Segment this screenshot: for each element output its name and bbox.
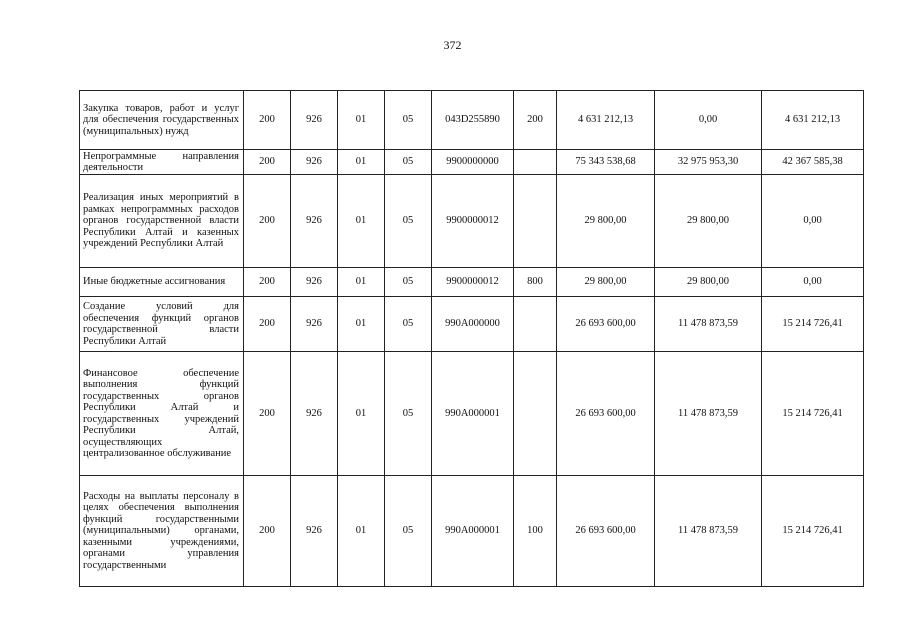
cell-code2: 926	[291, 297, 338, 352]
cell-code2: 926	[291, 91, 338, 150]
cell-code2: 926	[291, 268, 338, 297]
cell-sum3: 4 631 212,13	[762, 91, 864, 150]
cell-code3: 01	[338, 175, 385, 268]
table-row	[80, 352, 864, 476]
row-name: Непрограммные направления деятельности	[80, 150, 244, 175]
cell-target: 9900000000	[432, 150, 514, 175]
cell-type: 100	[514, 476, 557, 587]
page-number: 372	[443, 38, 462, 52]
table-row	[80, 297, 864, 352]
cell-code4: 05	[385, 476, 432, 587]
cell-sum2: 11 478 873,59	[655, 297, 762, 352]
cell-code3: 01	[338, 297, 385, 352]
cell-sum1: 26 693 600,00	[557, 297, 655, 352]
cell-sum1: 75 343 538,68	[557, 150, 655, 175]
cell-type	[514, 150, 557, 175]
cell-code4: 05	[385, 175, 432, 268]
cell-code1: 200	[244, 476, 291, 587]
cell-target: 990A000000	[432, 297, 514, 352]
cell-type	[514, 352, 557, 476]
cell-sum1: 26 693 600,00	[557, 352, 655, 476]
cell-sum3: 0,00	[762, 175, 864, 268]
cell-code4: 05	[385, 268, 432, 297]
cell-type	[514, 297, 557, 352]
table-row	[80, 476, 864, 587]
cell-code2: 926	[291, 476, 338, 587]
cell-code4: 05	[385, 297, 432, 352]
row-name: Иные бюджетные ассигнования	[80, 268, 244, 297]
table-row	[80, 150, 864, 175]
table-row	[80, 175, 864, 268]
cell-sum2: 11 478 873,59	[655, 476, 762, 587]
cell-code1: 200	[244, 150, 291, 175]
cell-target: 9900000012	[432, 175, 514, 268]
cell-sum2: 32 975 953,30	[655, 150, 762, 175]
cell-code2: 926	[291, 352, 338, 476]
cell-sum3: 42 367 585,38	[762, 150, 864, 175]
cell-code3: 01	[338, 91, 385, 150]
cell-code1: 200	[244, 268, 291, 297]
row-name: Создание условий для обеспечения функций органов государственной власти Республики Алтай	[80, 297, 244, 352]
cell-code3: 01	[338, 352, 385, 476]
cell-sum1: 4 631 212,13	[557, 91, 655, 150]
cell-type: 800	[514, 268, 557, 297]
cell-target: 043D255890	[432, 91, 514, 150]
cell-code1: 200	[244, 91, 291, 150]
cell-sum3: 15 214 726,41	[762, 476, 864, 587]
cell-target: 9900000012	[432, 268, 514, 297]
row-name: Закупка товаров, работ и услуг для обеспечения государственных (муниципальных) нужд	[80, 91, 244, 150]
cell-code1: 200	[244, 175, 291, 268]
cell-target: 990A000001	[432, 352, 514, 476]
cell-code2: 926	[291, 150, 338, 175]
cell-sum1: 29 800,00	[557, 268, 655, 297]
cell-sum1: 29 800,00	[557, 175, 655, 268]
budget-table	[79, 90, 864, 587]
cell-code4: 05	[385, 352, 432, 476]
table-row	[80, 91, 864, 150]
cell-target: 990A000001	[432, 476, 514, 587]
cell-code1: 200	[244, 352, 291, 476]
cell-code3: 01	[338, 476, 385, 587]
cell-sum2: 29 800,00	[655, 175, 762, 268]
cell-code4: 05	[385, 91, 432, 150]
cell-code3: 01	[338, 150, 385, 175]
cell-code3: 01	[338, 268, 385, 297]
table-row	[80, 268, 864, 297]
row-name: Расходы на выплаты персоналу в целях обеспечения выполнения функций государственными (муниципальными) органами, казенными учреждениями, органами управления государственными	[80, 476, 244, 587]
row-name: Финансовое обеспечение выполнения функций государственных органов Республики Алтай и государственных учреждений Республики Алтай, осуществляющих централизованное обслуживание	[80, 352, 244, 476]
cell-sum3: 15 214 726,41	[762, 297, 864, 352]
cell-sum2: 29 800,00	[655, 268, 762, 297]
row-name: Реализация иных мероприятий в рамках непрограммных расходов органов государственной власти Республики Алтай и казенных учреждений Республики Алтай	[80, 175, 244, 268]
cell-code4: 05	[385, 150, 432, 175]
cell-type: 200	[514, 91, 557, 150]
cell-sum2: 11 478 873,59	[655, 352, 762, 476]
cell-code2: 926	[291, 175, 338, 268]
cell-sum1: 26 693 600,00	[557, 476, 655, 587]
cell-sum2: 0,00	[655, 91, 762, 150]
cell-code1: 200	[244, 297, 291, 352]
cell-sum3: 0,00	[762, 268, 864, 297]
cell-type	[514, 175, 557, 268]
cell-sum3: 15 214 726,41	[762, 352, 864, 476]
